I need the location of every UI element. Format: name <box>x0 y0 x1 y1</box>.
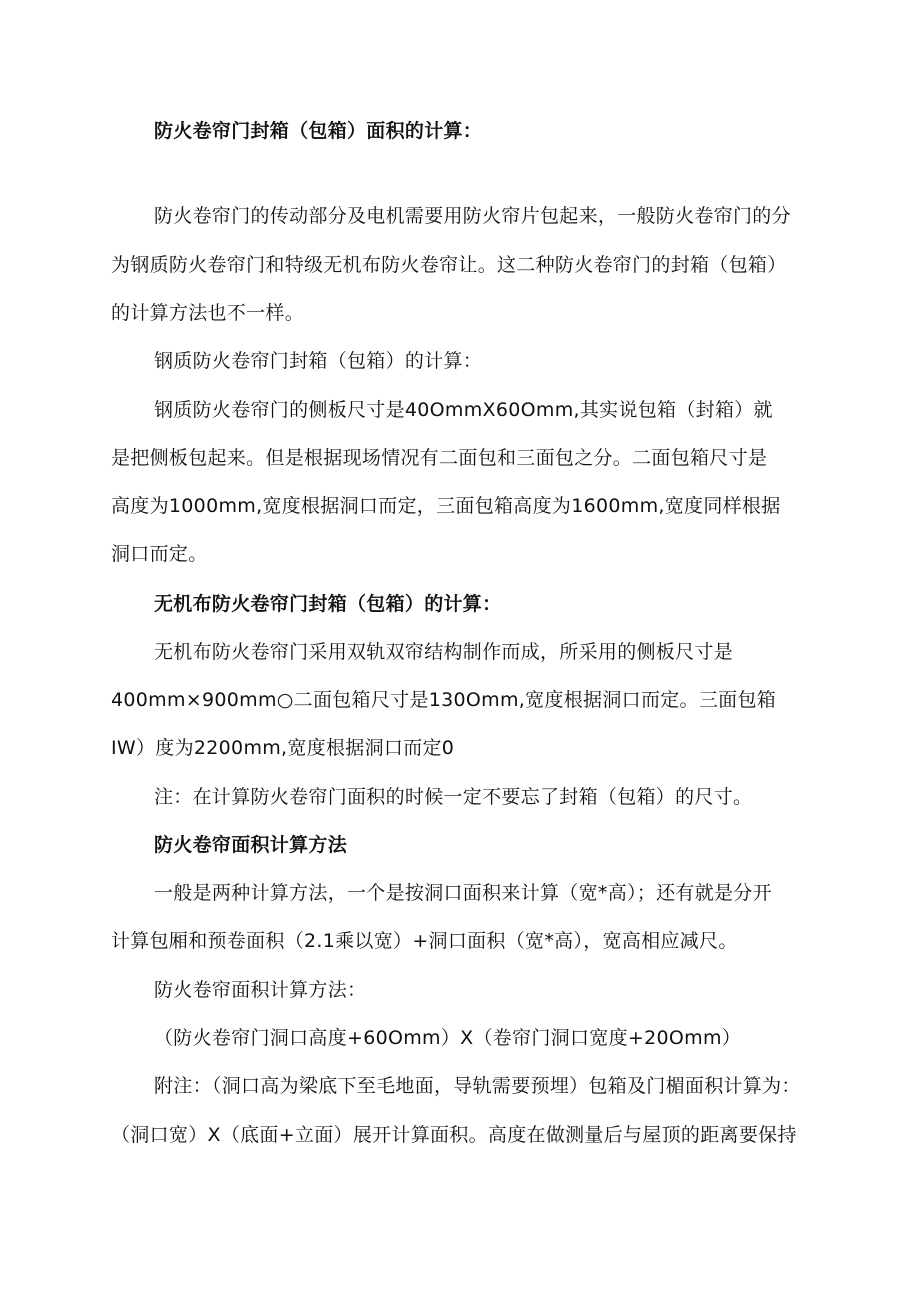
steel-line-2: 是把侧板包起来。但是根据现场情况有二面包和三面包之分。二面包箱尺寸是 <box>111 447 768 469</box>
method-line-2: 计算包厢和预卷面积（2.1乘以宽）+洞口面积（宽*高），宽高相应减尺。 <box>111 930 738 952</box>
inorganic-line-2: 400mm×900mm○二面包箱尺寸是130Omm,宽度根据洞口而定。三面包箱 <box>111 689 777 711</box>
intro-line-3: 的计算方法也不一样。 <box>111 302 305 324</box>
appendix-line-1: 附注：（洞口高为梁底下至毛地面，导轨需要预埋）包箱及门楣面积计算为： <box>154 1075 801 1097</box>
method-label: 防火卷帘面积计算方法： <box>154 979 367 1001</box>
steel-line-4: 洞口而定。 <box>111 543 208 565</box>
steel-heading: 钢质防火卷帘门封箱（包箱）的计算： <box>154 350 483 372</box>
inorganic-line-3: IW）度为2200mm,宽度根据洞口而定0 <box>111 737 455 759</box>
appendix-line-2: （洞口宽）X（底面+立面）展开计算面积。高度在做测量后与屋顶的距离要保持 <box>111 1124 797 1146</box>
note-line: 注：在计算防火卷帘门面积的时候一定不要忘了封箱（包箱）的尺寸。 <box>154 786 753 808</box>
method-heading: 防火卷帘面积计算方法 <box>154 834 348 856</box>
intro-line-1: 防火卷帘门的传动部分及电机需要用防火帘片包起来，一般防火卷帘门的分 <box>154 205 791 227</box>
steel-line-3: 高度为1000mm,宽度根据洞口而定，三面包箱高度为1600mm,宽度同样根据 <box>111 495 781 517</box>
document-title: 防火卷帘门封箱（包箱）面积的计算： <box>154 120 483 142</box>
inorganic-heading: 无机布防火卷帘门封箱（包箱）的计算： <box>154 593 502 615</box>
intro-line-2: 为钢质防火卷帘门和特级无机布防火卷帘让。这二种防火卷帘门的封箱（包箱） <box>111 254 787 276</box>
steel-line-1: 钢质防火卷帘门的侧板尺寸是40OmmX60Omm,其实说包箱（封箱）就 <box>154 399 773 421</box>
method-line-1: 一般是两种计算方法，一个是按洞口面积来计算（宽*高）；还有就是分开 <box>154 882 772 904</box>
formula-line: （防火卷帘门洞口高度+60Omm）X（卷帘门洞口宽度+20Omm） <box>154 1027 742 1049</box>
inorganic-line-1: 无机布防火卷帘门采用双轨双帘结构制作而成，所采用的侧板尺寸是 <box>154 641 734 663</box>
